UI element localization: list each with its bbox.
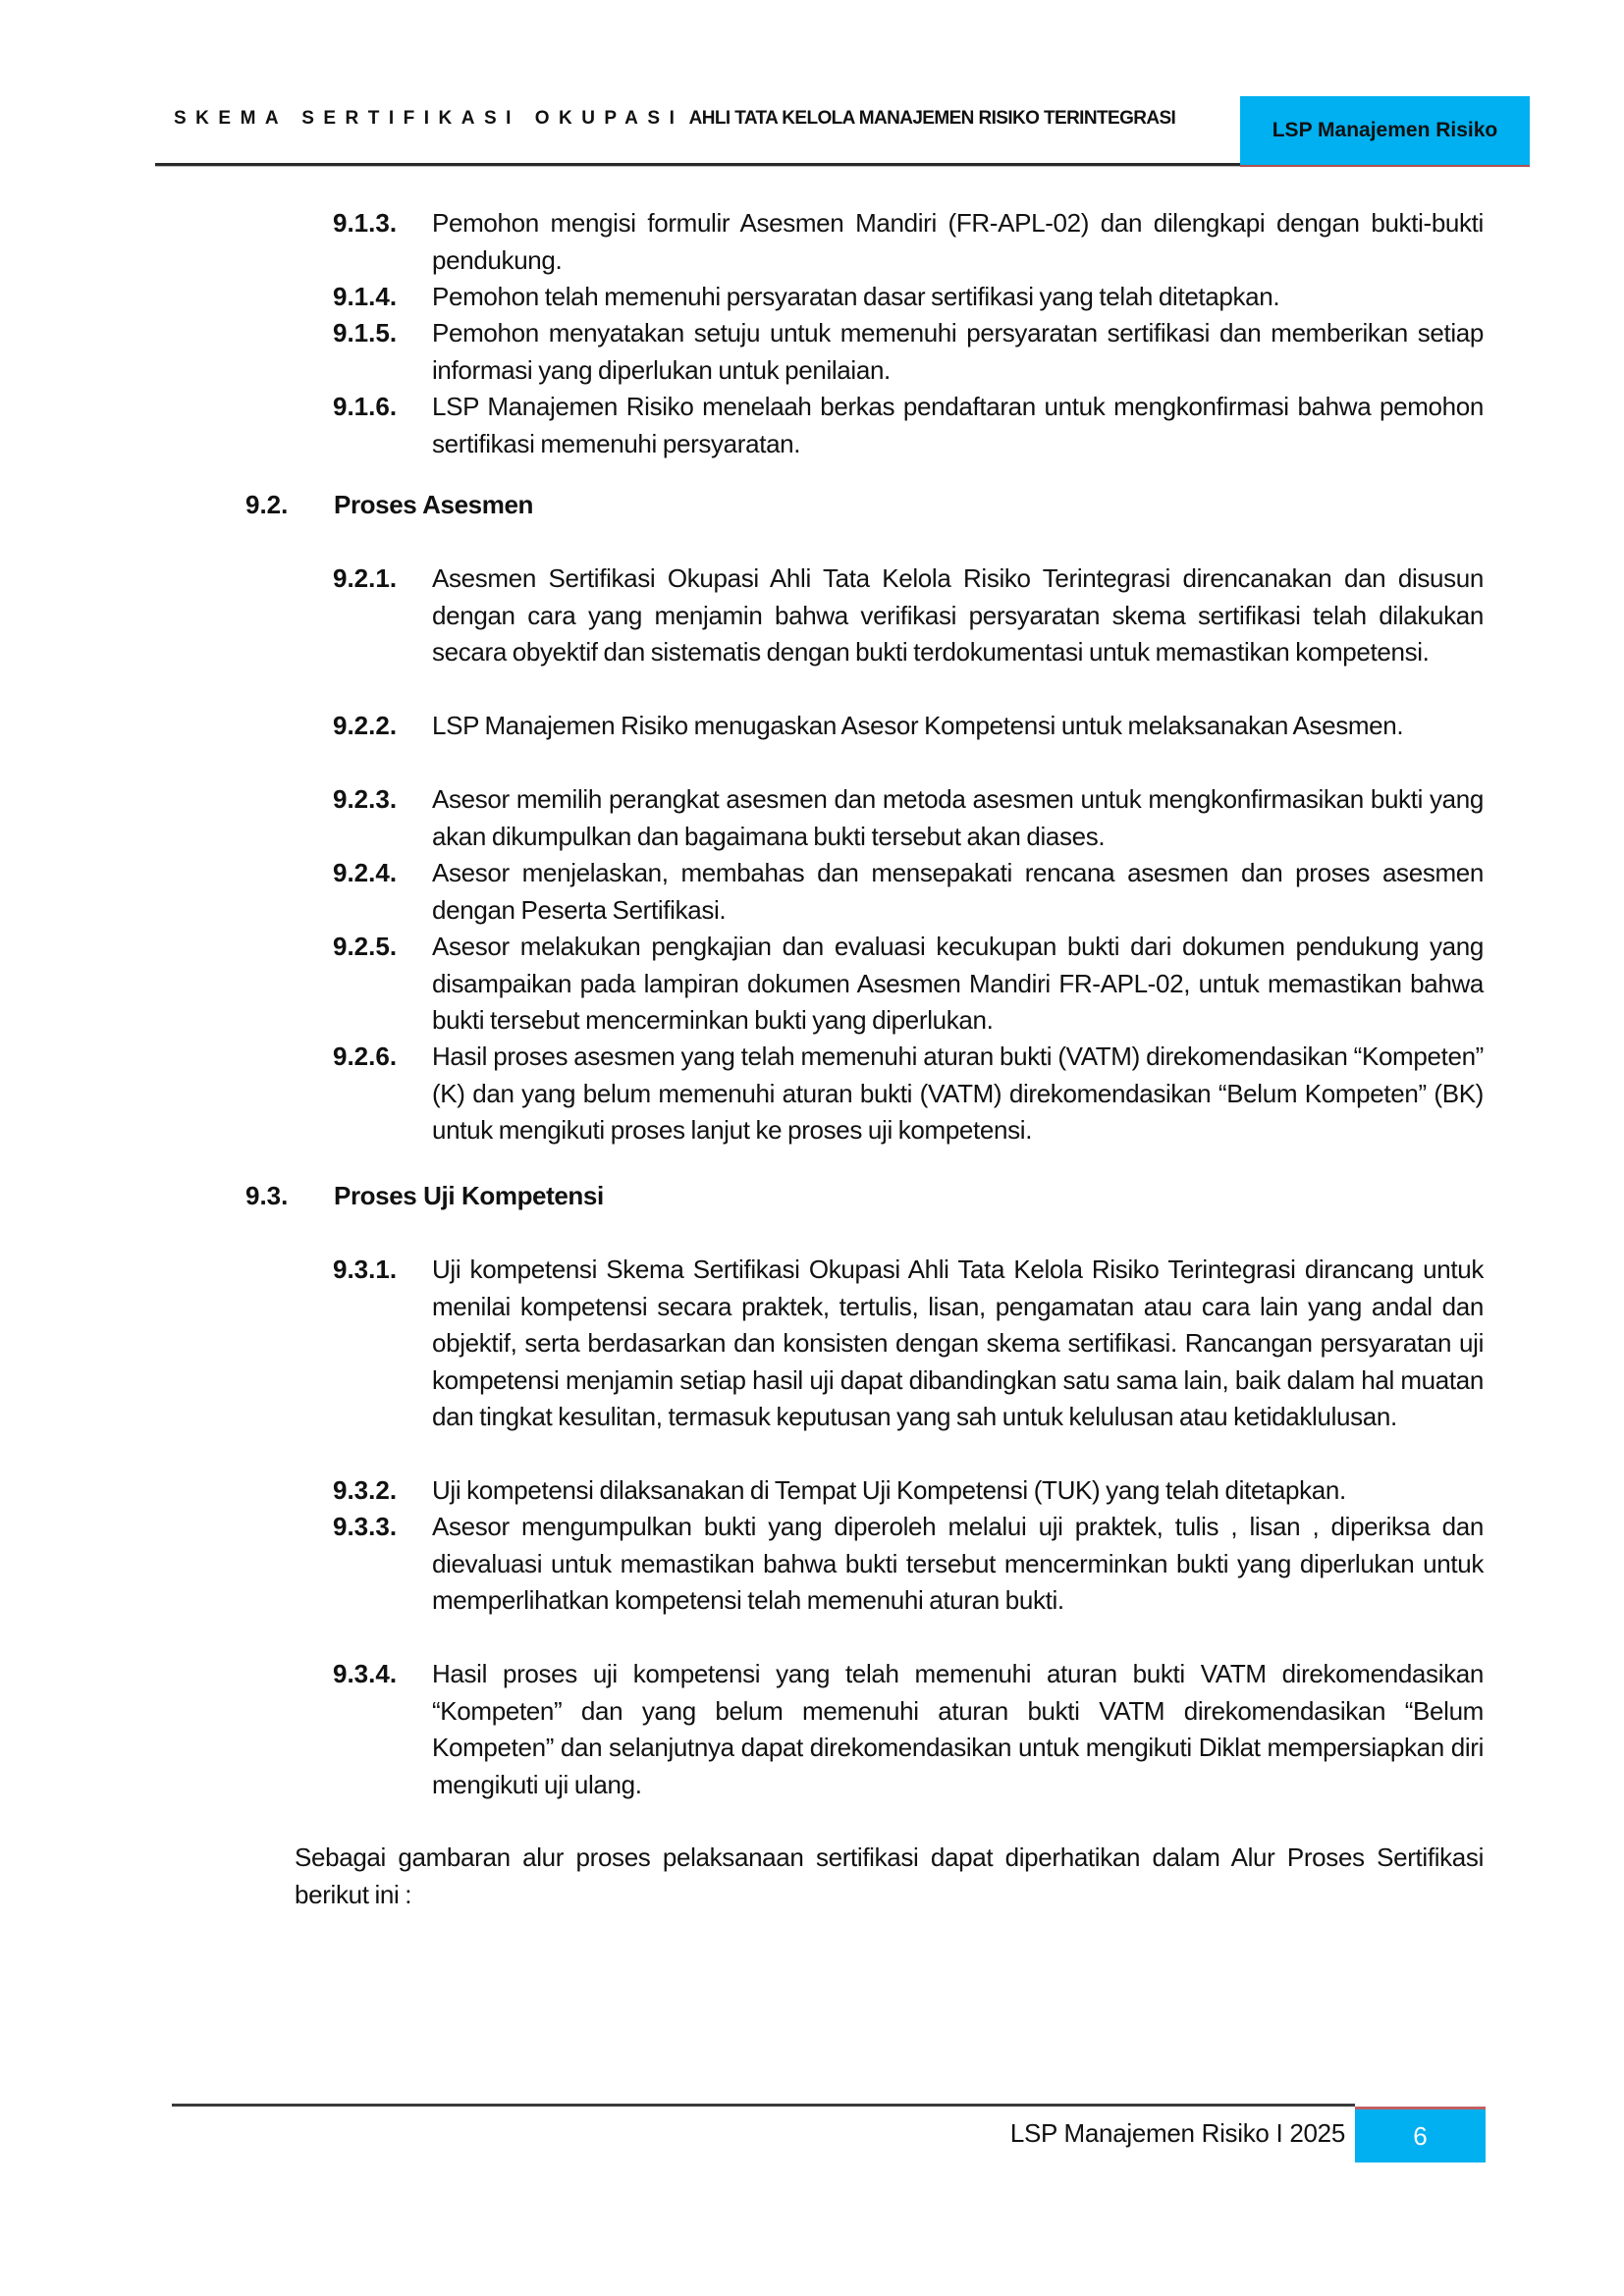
item-number: 9.2.2. <box>333 711 398 740</box>
item-text: Asesor melakukan pengkajian dan evaluasi kecukupan bukti dari dokumen pendukung yang disampaikan pada lampiran dokumen Asesmen Mandiri FR-APL-02, untuk memastikan bahwa bukti tersebut mencerminkan bukti yang diperlukan. <box>432 932 1484 1035</box>
item-number: 9.3.4. <box>333 1659 398 1688</box>
section-heading-9-3 <box>245 1178 604 1215</box>
footer-org-year: LSP Manajemen Risiko I 2025 <box>1009 2118 1345 2148</box>
section-heading-9-2 <box>245 487 533 524</box>
item-text: LSP Manajemen Risiko menugaskan Asesor Kompetensi untuk melaksanakan Asesmen. <box>432 711 1404 740</box>
item-text: Hasil proses uji kompetensi yang telah memenuhi aturan bukti VATM direkomendasikan “Kompeten” dan yang belum memenuhi aturan bukti VATM direkomendasikan “Belum Kompeten” dan selanjutnya dapat direkomendasikan untuk mengikuti Diklat mempersiapkan diri mengikuti uji ulang. <box>432 1659 1484 1799</box>
item-text: Hasil proses asesmen yang telah memenuhi aturan bukti (VATM) direkomendasikan “Kompeten” (K) dan yang belum memenuhi aturan bukti (VATM) direkomendasikan “Belum Kompeten” (BK) untuk mengikuti proses lanjut ke proses uji kompetensi. <box>432 1041 1484 1145</box>
section-number: 9.3. <box>245 1181 289 1210</box>
section-title: Proses Uji Kompetensi <box>334 1181 604 1210</box>
item-number: 9.1.3. <box>333 208 398 238</box>
item-text: Uji kompetensi dilaksanakan di Tempat Uji Kompetensi (TUK) yang telah ditetapkan. <box>432 1475 1346 1505</box>
item-number: 9.3.2. <box>333 1475 398 1505</box>
item-number: 9.1.5. <box>333 318 398 347</box>
item-text: LSP Manajemen Risiko menelaah berkas pendaftaran untuk mengkonfirmasi bahwa pemohon sertifikasi memenuhi persyaratan. <box>432 392 1484 458</box>
item-text: Asesor memilih perangkat asesmen dan metoda asesmen untuk mengkonfirmasikan bukti yang akan dikumpulkan dan bagaimana bukti tersebut akan diases. <box>432 784 1484 851</box>
list-item-9-1-5 <box>333 315 1484 389</box>
item-text: Asesor mengumpulkan bukti yang diperoleh melalui uji praktek, tulis , lisan , diperiksa dan dievaluasi untuk memastikan bahwa bukti tersebut mencerminkan bukti yang diperlukan untuk memperlihatkan kompetensi telah memenuhi aturan bukti. <box>432 1512 1484 1615</box>
item-number: 9.2.3. <box>333 784 398 814</box>
item-text: Pemohon telah memenuhi persyaratan dasar sertifikasi yang telah ditetapkan. <box>432 282 1280 311</box>
item-number: 9.3.1. <box>333 1255 398 1284</box>
header-badge-label: LSP Manajemen Risiko <box>1272 119 1498 141</box>
list-item-9-3-1 <box>333 1252 1484 1436</box>
document-header-title <box>174 108 1175 130</box>
item-number: 9.1.6. <box>333 392 398 421</box>
item-number: 9.2.5. <box>333 932 398 961</box>
list-item-9-3-4 <box>333 1656 1484 1803</box>
list-item-9-1-3 <box>333 205 1484 279</box>
item-number: 9.2.6. <box>333 1041 398 1071</box>
list-item-9-2-1 <box>333 561 1484 671</box>
list-item-9-1-4 <box>333 279 1484 316</box>
section-title: Proses Asesmen <box>334 490 533 519</box>
item-text: Pemohon menyatakan setuju untuk memenuhi persyaratan sertifikasi dan memberikan setiap informasi yang diperlukan untuk penilaian. <box>432 318 1484 385</box>
list-item-9-3-3 <box>333 1509 1484 1620</box>
section-number: 9.2. <box>245 490 289 519</box>
footer-divider <box>172 2104 1355 2107</box>
list-item-9-1-6 <box>333 389 1484 462</box>
header-divider <box>155 163 1240 166</box>
list-item-9-2-6 <box>333 1039 1484 1149</box>
list-item-9-2-2 <box>333 708 1484 745</box>
list-item-9-2-3 <box>333 781 1484 855</box>
closing-paragraph: Sebagai gambaran alur proses pelaksanaan sertifikasi dapat diperhatikan dalam Alur Proses Sertifikasi berikut ini : <box>295 1842 1484 1909</box>
item-text: Pemohon mengisi formulir Asesmen Mandiri (FR-APL-02) dan dilengkapi dengan bukti-bukti pendukung. <box>432 208 1484 275</box>
item-number: 9.2.4. <box>333 858 398 887</box>
item-number: 9.3.3. <box>333 1512 398 1541</box>
header-org-badge <box>1240 96 1530 167</box>
page-number-badge <box>1355 2107 1486 2163</box>
item-number: 9.1.4. <box>333 282 398 311</box>
item-number: 9.2.1. <box>333 563 398 593</box>
item-text: Uji kompetensi Skema Sertifikasi Okupasi Ahli Tata Kelola Risiko Terintegrasi dirancang untuk menilai kompetensi secara praktek, tertulis, lisan, pengamatan atau cara lain yang andal dan objektif, serta berdasarkan dan konsisten dengan skema sertifikasi. Rancangan persyaratan uji kompetensi menjamin setiap hasil uji dapat dibandingkan satu sama lain, baik dalam hal muatan dan tingkat kesulitan, termasuk keputusan yang sah untuk kelulusan atau ketidaklulusan. <box>432 1255 1484 1431</box>
item-text: Asesor menjelaskan, membahas dan mensepakati rencana asesmen dan proses asesmen dengan Peserta Sertifikasi. <box>432 858 1484 925</box>
list-item-9-2-4 <box>333 855 1484 929</box>
page-number: 6 <box>1413 2120 1428 2151</box>
list-item-9-3-2 <box>333 1472 1484 1510</box>
item-text: Asesmen Sertifikasi Okupasi Ahli Tata Kelola Risiko Terintegrasi direncanakan dan disusun dengan cara yang menjamin bahwa verifikasi persyaratan skema sertifikasi telah dilakukan secara obyektif dan sistematis dengan bukti terdokumentasi untuk memastikan kompetensi. <box>432 563 1484 667</box>
header-title-spaced: SKEMA SERTIFIKASI OKUPASI <box>174 108 684 129</box>
list-item-9-2-5 <box>333 929 1484 1040</box>
header-title-rest: AHLI TATA KELOLA MANAJEMEN RISIKO TERINTEGRASI <box>688 108 1176 129</box>
